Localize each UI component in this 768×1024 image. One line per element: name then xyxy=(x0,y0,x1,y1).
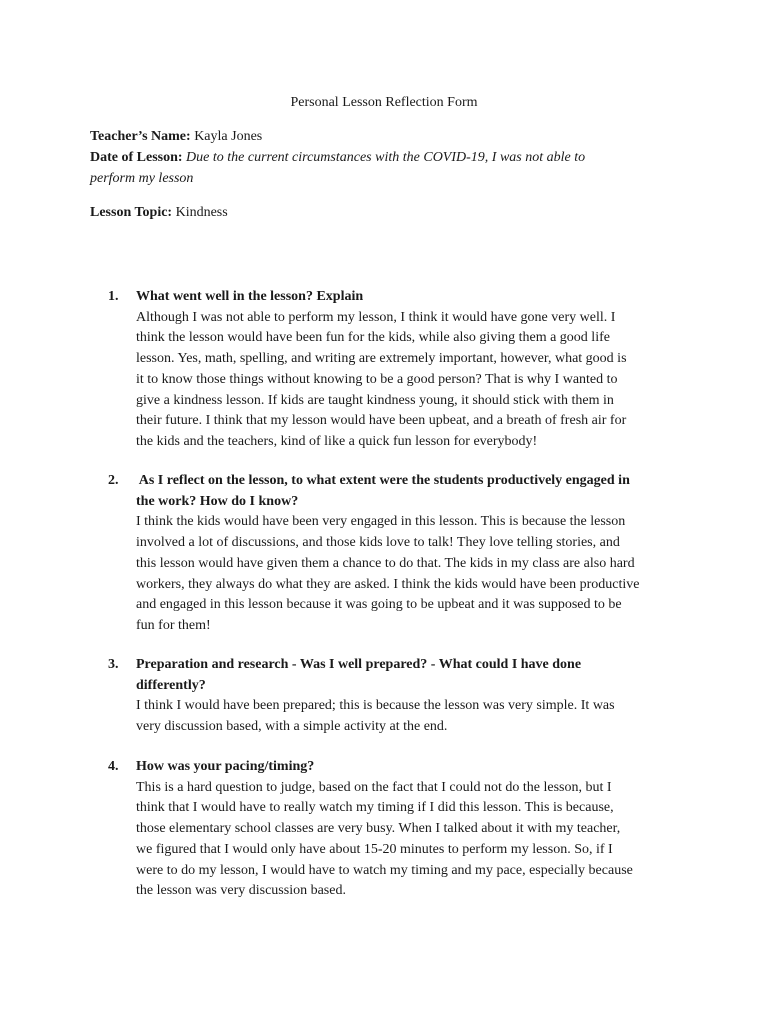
answer-text xyxy=(136,308,708,453)
answer-line: This is a hard question to judge, based on the fact that I could not do the lesson, but I xyxy=(136,779,612,795)
answer-line: involved a lot of discussions, and those kids love to talk! They love telling stories, and xyxy=(136,535,620,551)
answer-line: and engaged in this lesson because it was going to be upbeat and it was supposed to be xyxy=(136,597,622,613)
answer-line: the kids and the teachers, kind of like a quick fun lesson for everybody! xyxy=(136,433,538,449)
answer-line: we figured that I would only have about 15-20 minutes to perform my lesson. So, if I xyxy=(136,841,613,857)
question-number: 2. xyxy=(108,473,119,488)
question-text xyxy=(136,471,708,512)
question-text: What went well in the lesson? Explain xyxy=(136,289,364,304)
answer-line: it to know those things without knowing to be a good person? That is why I wanted to xyxy=(136,371,618,387)
lesson-date-block xyxy=(90,148,690,189)
answer-line: this lesson would have given them a chance to do that. The kids in my class are also hard xyxy=(136,555,635,571)
answer-text xyxy=(136,778,708,902)
teacher-name-value: Kayla Jones xyxy=(194,129,263,144)
answer-line: I think I would have been prepared; this is because the lesson was very simple. It was xyxy=(136,698,615,714)
question-item-4 xyxy=(108,757,708,902)
answer-line: the lesson was very discussion based. xyxy=(136,883,346,899)
question-item-3 xyxy=(108,655,708,738)
question-item-1 xyxy=(108,287,708,453)
answer-line: were to do my lesson, I would have to watch my timing and my pace, especially because xyxy=(136,862,633,878)
lesson-topic-label: Lesson Topic: xyxy=(90,205,173,220)
answer-line: lesson. Yes, math, spelling, and writing are extremely important, however, what good is xyxy=(136,351,627,367)
answer-line: think the lesson would have been fun for the kids, while also giving them a good life xyxy=(136,330,610,346)
question-line: Preparation and research - Was I well prepared? - What could I have done xyxy=(136,657,582,672)
question-line: differently? xyxy=(136,677,206,693)
answer-line: give a kindness lesson. If kids are taught kindness young, it should stick with them in xyxy=(136,392,614,408)
teacher-name-line xyxy=(90,127,690,148)
answer-line: their future. I think that my lesson would have been upbeat, and a breath of fresh air for xyxy=(136,413,627,429)
lesson-date-label: Date of Lesson: xyxy=(90,150,183,165)
answer-line: workers, they always do what they are asked. I think the kids would have been productive xyxy=(136,576,640,592)
teacher-name-label: Teacher’s Name: xyxy=(90,129,191,144)
form-title: Personal Lesson Reflection Form xyxy=(290,95,478,110)
question-text xyxy=(136,655,708,696)
answer-text xyxy=(136,512,708,636)
lesson-date-value-line2: perform my lesson xyxy=(90,170,194,186)
lesson-date-value-line1: Due to the current circumstances with the COVID-19, I was not able to xyxy=(186,150,586,165)
lesson-topic-value: Kindness xyxy=(175,205,228,220)
lesson-topic-line xyxy=(90,203,690,224)
answer-line: I think the kids would have been very engaged in this lesson. This is because the lesson xyxy=(136,514,626,530)
question-line: As I reflect on the lesson, to what extent were the students productively engaged in xyxy=(136,473,630,488)
question-item-2 xyxy=(108,471,708,637)
answer-line: those elementary school classes are very busy. When I talked about it with my teacher, xyxy=(136,821,621,837)
question-number: 1. xyxy=(108,289,119,304)
answer-text xyxy=(136,696,708,737)
answer-line: very discussion based, with a simple activity at the end. xyxy=(136,719,448,735)
answer-line: think that I would have to really watch my timing if I did this lesson. This is because, xyxy=(136,800,614,816)
answer-line: Although I was not able to perform my lesson, I think it would have gone very well. I xyxy=(136,309,616,325)
question-text: How was your pacing/timing? xyxy=(136,759,315,774)
answer-line: fun for them! xyxy=(136,617,211,633)
question-line: the work? How do I know? xyxy=(136,493,299,509)
question-number: 3. xyxy=(108,657,119,672)
question-number: 4. xyxy=(108,759,119,774)
